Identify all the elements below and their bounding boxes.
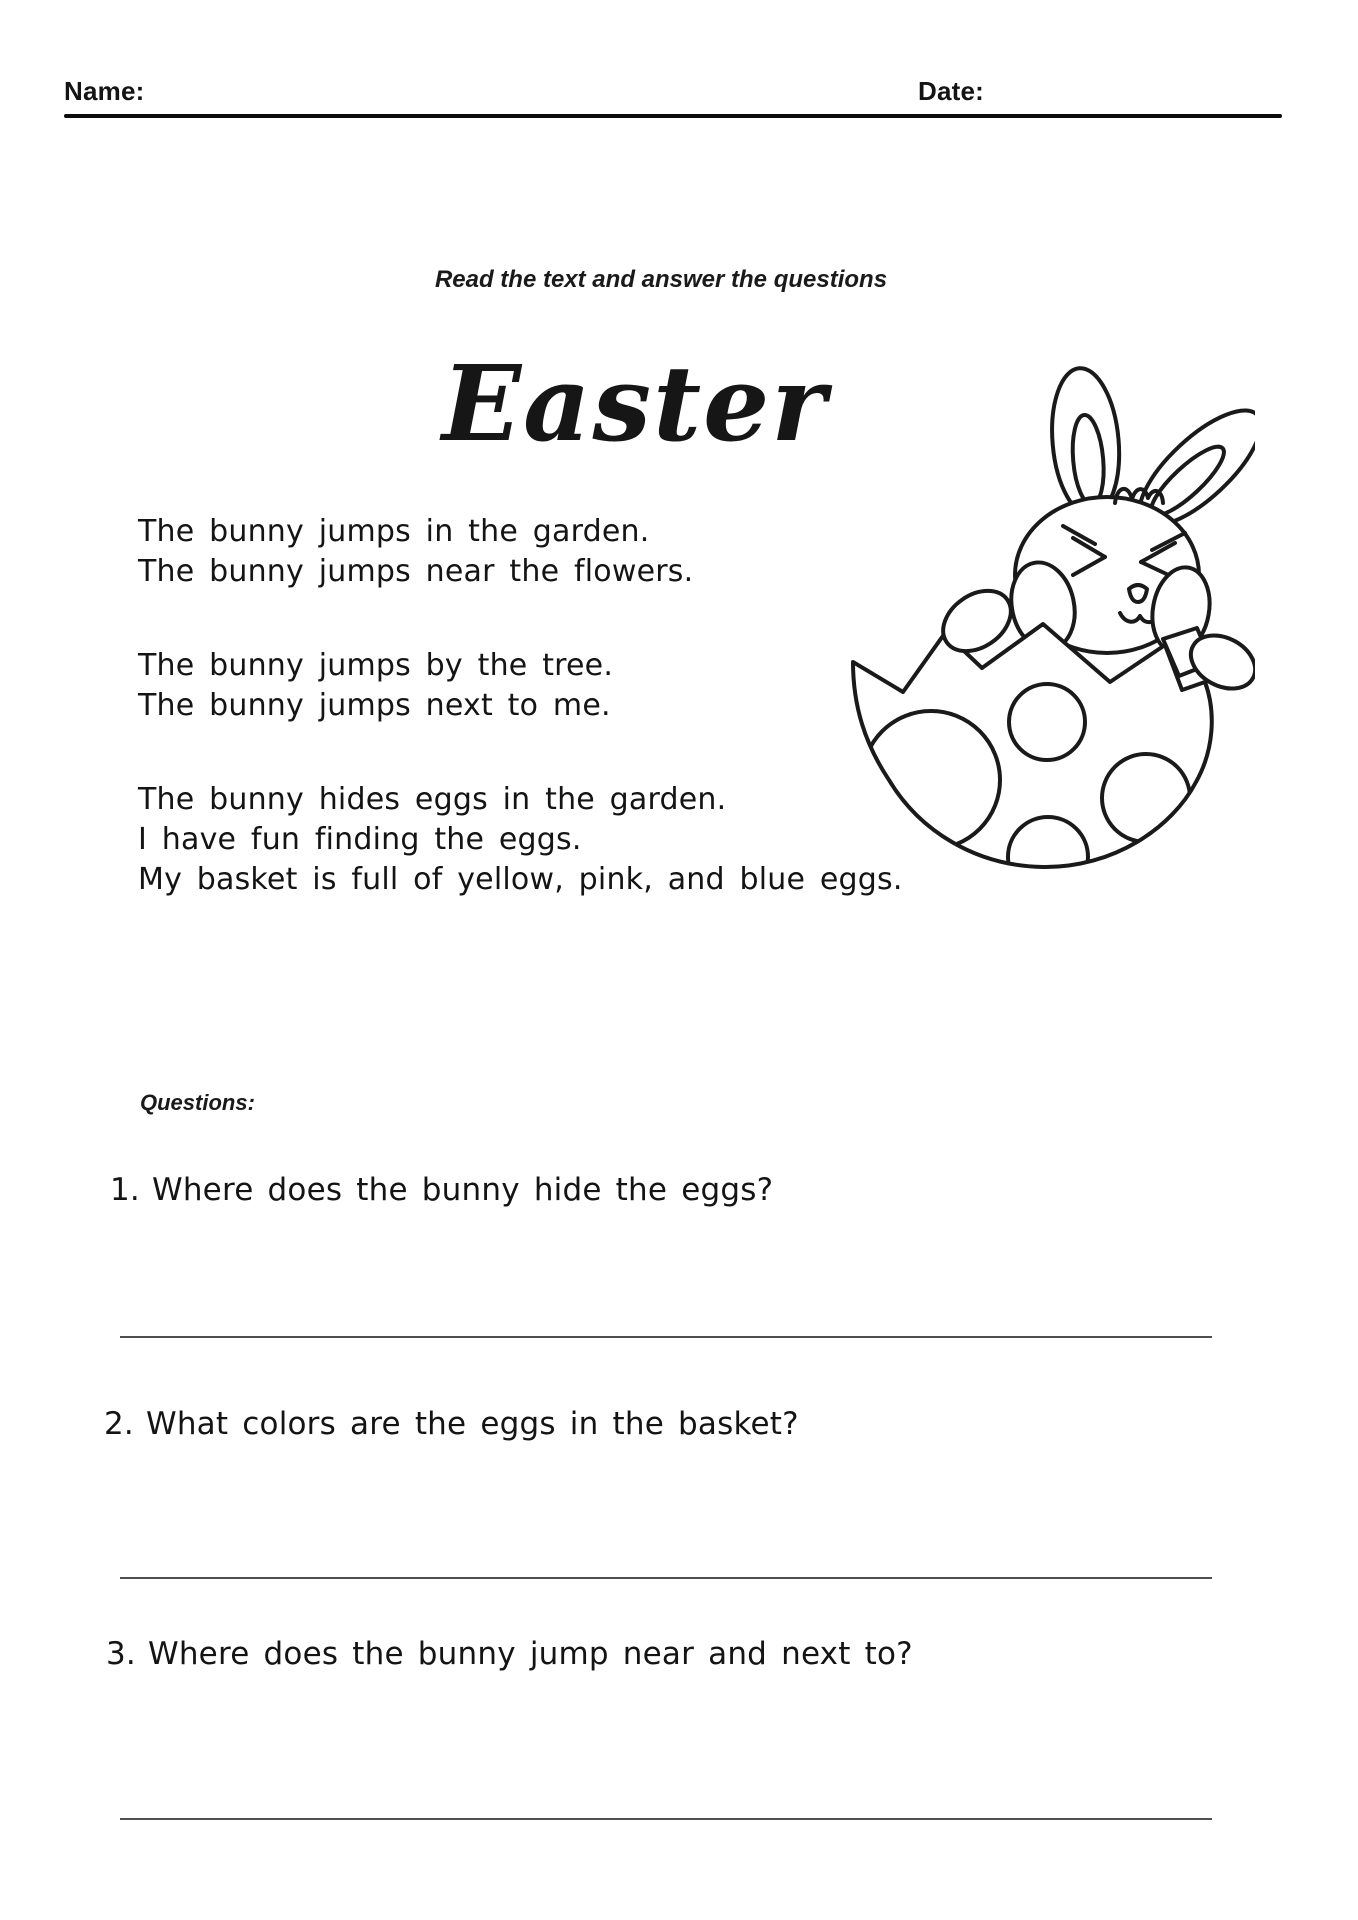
passage-line: The bunny jumps in the garden. — [138, 514, 650, 549]
question-2 — [104, 1406, 799, 1442]
question-number: 3. — [106, 1636, 136, 1672]
egg-shell — [853, 624, 1212, 867]
question-number: 1. — [110, 1172, 140, 1208]
name-label: Name: — [64, 76, 145, 106]
question-text: Where does the bunny jump near and next to? — [147, 1636, 913, 1672]
questions-label: Questions: — [140, 1090, 255, 1115]
passage-line: My basket is full of yellow, pink, and blue eggs. — [138, 862, 903, 897]
passage-line: The bunny jumps next to me. — [138, 688, 611, 723]
header-rule — [64, 114, 1282, 118]
worksheet-title: Easter — [441, 342, 829, 465]
passage-line: The bunny hides eggs in the garden. — [138, 782, 727, 817]
date-label: Date: — [918, 76, 985, 106]
reading-passage — [138, 512, 938, 954]
passage-paragraph — [138, 512, 938, 592]
instruction-text: Read the text and answer the questions — [434, 266, 888, 293]
passage-line: The bunny jumps near the flowers. — [138, 554, 694, 589]
passage-line: The bunny jumps by the tree. — [138, 648, 614, 683]
passage-paragraph — [138, 646, 938, 726]
answer-line-2[interactable] — [120, 1577, 1212, 1579]
question-3 — [106, 1636, 913, 1672]
question-1 — [110, 1172, 773, 1208]
passage-paragraph — [138, 780, 938, 900]
passage-line: I have fun finding the eggs. — [138, 822, 582, 857]
bunny-in-egg-illustration — [845, 350, 1255, 880]
answer-line-3[interactable] — [120, 1818, 1212, 1820]
question-text: Where does the bunny hide the eggs? — [151, 1172, 774, 1208]
question-text: What colors are the eggs in the basket? — [145, 1406, 799, 1442]
question-number: 2. — [104, 1406, 134, 1442]
answer-line-1[interactable] — [120, 1336, 1212, 1338]
